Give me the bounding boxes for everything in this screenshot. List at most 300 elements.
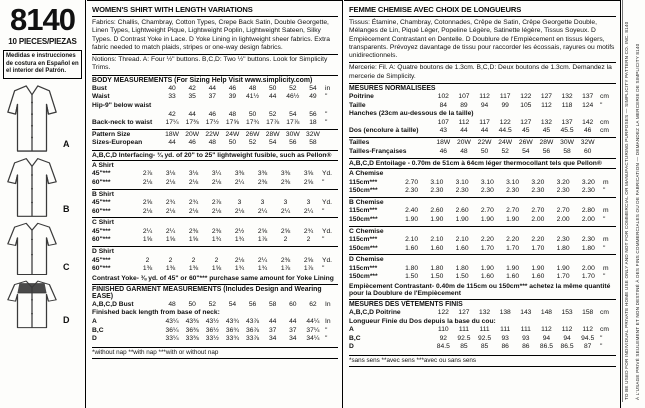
measure-value: 56 — [309, 110, 317, 118]
measure-value: 2.70 — [506, 207, 520, 215]
measure-value: 49 — [309, 93, 317, 101]
table-section-row — [92, 217, 338, 228]
measure-value: 1.90 — [480, 216, 494, 224]
measure-value: 1⅝ — [188, 236, 199, 244]
measure-value: 2⅛ — [234, 207, 245, 215]
measure-unit: " — [322, 207, 325, 215]
measure-row-label: Tailles-Françaises — [349, 147, 407, 155]
measure-value: 93 — [522, 334, 530, 342]
measure-unit: " — [603, 244, 606, 252]
measure-value: 132 — [540, 118, 553, 126]
measure-row-label: A,B,C,D Bust — [92, 300, 134, 308]
legal-text-english: TO BE USED FOR INDIVIDUAL PRIVATE HOME USE ONLY AND NOT FOR COMMERCIAL OR MANUFACTURING PURPOSES — SIMPLICITY PATTERN CO. INC. 8140 — [622, 0, 634, 402]
measure-value: 85 — [460, 343, 468, 351]
measure-unit: " — [600, 343, 603, 351]
fabrics-paragraph-french: Tissus: Étamine, Chambray, Cotonnades, Crêpe de Satin, Crêpe Georgette Double, Mélanges de Lin, Piqué Léger, Popeline Légère, Satinette légère, Tissus Soyeux. D Empiècement Contrastant en Dentelle. D Doublure de l'Empiècement en tissus légers, transparents. Prévoyez davantage de tissu pour raccorder les écossais, rayures ou motifs unidirectionnels. — [349, 19, 615, 60]
measure-value: 26W — [245, 130, 260, 138]
table-section-label: D Shirt — [92, 248, 114, 256]
measure-value: 56 — [248, 300, 257, 308]
measure-value: 2.00 — [556, 216, 570, 224]
measure-value: 18W — [436, 138, 451, 146]
measure-value: 102 — [437, 93, 449, 101]
interfacing-note-french: A,B,C,D Entoilage - 0.70m de 51cm à 64cm léger thermocollant tels que Pellon® — [349, 158, 616, 169]
measure-value: 50 — [248, 110, 257, 118]
measure-row — [92, 301, 338, 310]
measure-value: 30W — [560, 138, 574, 146]
measure-value: 111 — [479, 326, 490, 334]
table-sublabel-row — [92, 309, 338, 318]
measure-value: 2.10 — [405, 236, 419, 244]
view-label-b: B — [63, 203, 70, 214]
measure-row — [349, 207, 616, 216]
measure-value: 127 — [540, 93, 553, 101]
measure-unit: cm — [600, 309, 609, 317]
legal-text-french: À L'USAGE PRIVÉ SEULEMENT ET NON DESTINÉ À DES FINS COMMERCIALES OU DE FABRICATION — DEMANDEZ LA MERCERIE DE SIMPLICITY 8140 — [635, 43, 640, 400]
measure-value: 112 — [582, 326, 594, 334]
measure-value: 2⅛ — [211, 207, 222, 215]
measure-value: 99 — [501, 101, 509, 109]
measure-unit: m — [603, 178, 609, 186]
measure-value: 2.40 — [405, 207, 419, 215]
measure-value: 58 — [309, 139, 317, 147]
measure-value: 148 — [540, 309, 553, 317]
measure-value: 17⅝ — [225, 119, 239, 127]
measure-value: 1⅞ — [280, 265, 291, 273]
measure-value: 45 — [542, 127, 551, 135]
measure-value: 85 — [480, 343, 489, 351]
legal-strip — [622, 0, 645, 408]
measure-value: 1⅜ — [188, 265, 199, 273]
measure-value: 62 — [309, 300, 317, 308]
pieces-count-label: 10 PIECES/PIEZAS — [8, 37, 77, 46]
measure-unit: m — [603, 236, 609, 244]
measure-value: 2⅞ — [142, 170, 153, 178]
measure-value: 54 — [309, 84, 317, 92]
measure-value: 44 — [208, 84, 217, 92]
measure-row — [92, 327, 338, 336]
measure-row — [349, 335, 616, 344]
measure-value: 1.70 — [480, 244, 494, 252]
table-section-label: Hip-9" below waist — [92, 101, 152, 109]
measure-value: 2⅝ — [257, 227, 268, 235]
measure-row-label: Back-neck to waist — [92, 119, 153, 127]
table-section-label: Hanches (23cm au-dessous de la taille) — [349, 110, 474, 118]
measure-row-label: 115cm*** — [349, 178, 378, 186]
contrast-yoke-note-english: Contrast Yoke- ⅜ yd. of 45" or 60"*** purchase same amount for Yoke Lining — [92, 274, 334, 282]
measure-row-label: D — [92, 335, 97, 343]
measure-unit: m — [603, 207, 609, 215]
measure-row-label: Tailles — [349, 138, 370, 146]
measure-value: 36½ — [205, 326, 219, 334]
measure-value: 54 — [268, 139, 277, 147]
measure-value: 2.30 — [556, 236, 570, 244]
body-measurements-table-french — [349, 93, 616, 156]
measure-value: 1.90 — [405, 216, 419, 224]
measure-value: 1.90 — [430, 216, 444, 224]
measure-value: 1.60 — [455, 244, 469, 252]
measure-value: 111 — [520, 326, 531, 334]
measure-value: 2.30 — [556, 187, 570, 195]
measure-row-label: 60"*** — [92, 265, 111, 273]
measure-value: 2.60 — [455, 207, 469, 215]
measure-value: 94 — [542, 334, 551, 342]
measure-value: 2¾ — [165, 199, 176, 207]
measure-value: 3⅛ — [165, 170, 176, 178]
measure-value: 112 — [479, 93, 490, 101]
sketch-view-c — [3, 221, 82, 276]
measure-value: 1¾ — [234, 236, 245, 244]
measure-value: 92.5 — [457, 334, 471, 342]
measure-row — [92, 85, 338, 94]
measure-unit: " — [600, 334, 603, 342]
table-section-label: C Chemise — [349, 227, 384, 235]
measure-row — [349, 265, 616, 274]
measure-unit: Yd. — [322, 170, 333, 178]
measure-row-label: Pattern Size — [92, 130, 131, 138]
table-section-label: B Chemise — [349, 198, 384, 206]
finished-measurements-table-french — [349, 309, 616, 352]
measure-row — [92, 111, 338, 120]
measure-value: 44 — [289, 317, 297, 325]
measure-value: 112 — [458, 118, 470, 126]
measure-value: 2.20 — [480, 236, 494, 244]
measure-row — [92, 228, 338, 237]
measure-value: 26W — [518, 138, 533, 146]
measure-value: 50 — [480, 147, 489, 155]
nap-footnote-english: *without nap **with nap ***with or without nap — [92, 347, 338, 359]
measure-value: 1⅝ — [165, 236, 176, 244]
measure-value: 44 — [188, 110, 196, 118]
measure-value: 94 — [480, 101, 489, 109]
measure-unit: m — [603, 264, 609, 272]
measure-value: 1.90 — [556, 264, 570, 272]
measure-value: 2⅜ — [211, 227, 222, 235]
measure-value: 52 — [289, 84, 297, 92]
measure-value: 50 — [228, 139, 237, 147]
measure-value: 20W — [185, 130, 200, 138]
measure-unit: " — [325, 119, 328, 127]
measure-value: 94 — [563, 334, 571, 342]
measure-row-label: Taille — [349, 101, 366, 109]
sketch-view-b — [3, 156, 82, 218]
measure-value: 60 — [583, 147, 592, 155]
measure-value: 46 — [439, 147, 448, 155]
measure-value: 86.5 — [560, 343, 574, 351]
measure-row — [349, 245, 616, 254]
measure-value: 3.20 — [531, 178, 545, 186]
measure-value: 3.20 — [581, 178, 595, 186]
measure-value: 1.90 — [506, 216, 520, 224]
measure-row — [92, 208, 338, 217]
table-section-row — [92, 189, 338, 200]
measure-value: 1.90 — [506, 264, 520, 272]
measure-value: 86.5 — [539, 343, 553, 351]
measure-value: 1⅜ — [142, 265, 153, 273]
title-french: FEMME CHEMISE AVEC CHOIX DE LONGUEURS — [349, 4, 616, 17]
measure-value: 118 — [561, 101, 573, 109]
measure-value: 48 — [208, 139, 217, 147]
measure-value: 17¼ — [165, 119, 179, 127]
measure-row — [92, 335, 338, 344]
measure-row — [92, 93, 338, 102]
measure-value: 2⅛ — [165, 178, 176, 186]
measure-value: 3.20 — [556, 178, 570, 186]
measure-row-label: 115cm*** — [349, 207, 378, 215]
measure-value: 137 — [561, 118, 573, 126]
notions-paragraph-english: Notions: Thread. A: Four ½" buttons. B,C,D: Two ½" buttons. Look for Simplicity Trims. — [92, 54, 338, 73]
measure-row-label: 45"*** — [92, 256, 111, 264]
measure-value: 33¼ — [165, 335, 179, 343]
measure-value: 2¼ — [257, 256, 268, 264]
measure-row-label: 60"*** — [92, 178, 111, 186]
measure-value: 1.50 — [455, 273, 469, 281]
measure-value: 41½ — [246, 93, 260, 101]
measure-row-label: Waist — [92, 93, 110, 101]
table-section-row — [92, 246, 338, 257]
measure-value: 153 — [561, 309, 573, 317]
measure-value: 1.80 — [556, 244, 570, 252]
measure-unit: Yd. — [322, 227, 333, 235]
table-section-row — [349, 197, 616, 208]
measure-value: 17⅞ — [286, 119, 300, 127]
measure-value: 1¾ — [234, 265, 245, 273]
measure-value: 1¾ — [211, 236, 222, 244]
measure-row — [349, 119, 616, 128]
finished-measurements-table-english — [92, 301, 338, 344]
measure-value: 44 — [268, 93, 277, 101]
measure-value: 107 — [458, 93, 470, 101]
measure-value: 138 — [499, 309, 511, 317]
measure-value: 1⅞ — [257, 236, 268, 244]
measure-value: 2 — [306, 236, 311, 244]
measure-value: 3¼ — [211, 170, 222, 178]
measure-value: 33 — [168, 93, 176, 101]
measure-unit: " — [325, 326, 328, 334]
measure-row-label: 150cm*** — [349, 187, 378, 195]
finished-measurements-header-english: FINISHED GARMENT MEASUREMENTS (Includes Design and Wearing EASE) — [92, 284, 338, 300]
measure-value: 2.70 — [531, 207, 545, 215]
measure-row — [92, 318, 338, 327]
measure-value: 3 — [306, 199, 311, 207]
measure-value: 2¼ — [142, 227, 153, 235]
measure-value: 22W — [205, 130, 220, 138]
measure-value: 86 — [522, 343, 530, 351]
measure-value: 43¼ — [165, 317, 179, 325]
measure-row-label: 60"*** — [92, 236, 111, 244]
measure-value: 60 — [289, 300, 297, 308]
measure-value: 2¾ — [303, 227, 314, 235]
finished-measurements-header-french: MESURES DES VÊTEMENTS FINIS — [349, 299, 616, 308]
measure-value: 2.30 — [430, 187, 444, 195]
notions-paragraph-french: Mercerie: Fil. A: Quatre boutons de 1.3cm. B,C,D: Deux boutons de 1.3cm. Demandez la mercerie de Simplicity. — [349, 62, 616, 81]
measure-value: 36⅜ — [185, 326, 199, 334]
measure-value: 2.20 — [506, 236, 520, 244]
measure-value: 20W — [457, 138, 471, 146]
yardage-table-french — [349, 170, 616, 282]
measure-row — [92, 257, 338, 266]
measure-row — [92, 170, 338, 179]
measure-value: 50 — [188, 300, 196, 308]
measure-value: 48 — [460, 147, 468, 155]
measure-value: 92.5 — [478, 334, 492, 342]
table-section-row — [92, 162, 338, 171]
measure-value: 1⅜ — [165, 265, 176, 273]
measure-value: 2⅜ — [188, 227, 199, 235]
body-measurements-table-english — [92, 85, 338, 148]
measure-unit: " — [325, 335, 328, 343]
sketch-view-d — [3, 279, 82, 329]
measure-unit: " — [322, 236, 325, 244]
measure-value: 54 — [522, 147, 530, 155]
measure-value: 1.60 — [405, 244, 419, 252]
measure-value: 2¼ — [257, 207, 268, 215]
measure-value: 2.30 — [506, 187, 520, 195]
measure-value: 3⅝ — [303, 170, 314, 178]
measure-row-label: 150cm*** — [349, 244, 378, 252]
table-section-label: A Shirt — [92, 161, 114, 169]
table-section-row — [349, 226, 616, 237]
measure-row — [349, 309, 616, 318]
measure-value: 84.5 — [436, 343, 450, 351]
measure-unit: in — [325, 84, 331, 92]
measure-value: 2.10 — [455, 236, 469, 244]
table-section-label: D Chemise — [349, 256, 384, 264]
measure-row — [92, 199, 338, 208]
view-label-c: C — [63, 261, 70, 272]
measure-value: 122 — [437, 309, 449, 317]
table-section-label: Longueur Finie du Dos depuis la base du cou: — [349, 317, 496, 325]
measure-value: 1.80 — [430, 264, 444, 272]
measure-value: 1.70 — [506, 244, 520, 252]
measure-value: 18 — [309, 119, 317, 127]
measure-value: 2⅛ — [234, 256, 245, 264]
shirt-sketch-a-icon — [3, 83, 61, 153]
measure-value: 87 — [583, 343, 592, 351]
measure-value: 2.80 — [581, 207, 595, 215]
measure-value: 2⅞ — [211, 199, 222, 207]
measure-value: 127 — [520, 118, 532, 126]
measure-value: 48 — [168, 300, 176, 308]
shirt-sketch-b-icon — [3, 156, 61, 218]
measure-value: 48 — [228, 110, 237, 118]
measure-value: 2.00 — [531, 216, 545, 224]
measure-row-label: 45"*** — [92, 199, 111, 207]
measure-value: 2⅜ — [257, 178, 268, 186]
measure-value: 2.30 — [480, 187, 494, 195]
measure-value: 58 — [563, 147, 571, 155]
measure-value: 3.10 — [480, 178, 494, 186]
measure-value: 1.80 — [581, 244, 595, 252]
measure-value: 44.5 — [498, 127, 512, 135]
measure-value: 3 — [237, 199, 242, 207]
measure-unit: " — [603, 187, 606, 195]
measure-value: 92 — [439, 334, 448, 342]
measure-value: 124 — [582, 101, 594, 109]
measure-value: 1.60 — [506, 273, 520, 281]
measure-value: 44 — [480, 127, 489, 135]
measure-value: 2 — [214, 256, 219, 264]
interfacing-note-english: A,B,C,D Interfacing- ¾ yd. of 20" to 25" lightweight fusible, such as Pellon® — [92, 150, 338, 161]
measure-value: 54 — [228, 300, 237, 308]
measure-row-label: B,C — [92, 326, 104, 334]
measure-value: 46 — [188, 139, 196, 147]
pattern-number: 8140 — [10, 2, 75, 37]
measure-value: 2⅜ — [280, 256, 291, 264]
measure-value: 3⅜ — [280, 170, 291, 178]
measure-value: 2.30 — [531, 187, 545, 195]
measure-value: 52 — [248, 139, 257, 147]
table-sublabel-row — [349, 110, 616, 119]
measure-value: 93 — [501, 334, 509, 342]
measure-row — [92, 265, 338, 274]
table-section-label: B Shirt — [92, 190, 114, 198]
table-sublabel-row — [92, 102, 338, 111]
measure-row — [349, 326, 616, 335]
measure-value: 122 — [520, 93, 532, 101]
measure-value: 1.80 — [455, 264, 469, 272]
nap-footnote-french: *sans sens **avec sens ***avec ou sans sens — [349, 355, 616, 367]
measure-unit: cm — [600, 118, 609, 126]
measure-row — [349, 273, 616, 282]
measure-row-label: 45"*** — [92, 170, 111, 178]
measure-unit: cm — [600, 326, 609, 334]
measure-value: 32W — [306, 130, 320, 138]
measure-value: 2¼ — [280, 207, 291, 215]
measure-value: 42 — [188, 84, 196, 92]
measure-value: 3⅜ — [234, 170, 245, 178]
measure-value: 34¼ — [306, 335, 320, 343]
measure-row-label: A — [349, 326, 354, 334]
measure-unit: " — [325, 110, 328, 118]
measure-value: 3.10 — [430, 178, 444, 186]
measure-value: 44 — [168, 139, 176, 147]
measure-value: 107 — [437, 118, 449, 126]
measure-value: 46 — [583, 127, 592, 135]
measure-value: 2⅛ — [165, 207, 176, 215]
spanish-note-box: Medidas e instrucciones de costura en Español en el interior del Patrón. — [3, 50, 82, 79]
measure-unit: In — [325, 317, 331, 325]
measure-value: 33¾ — [225, 335, 239, 343]
measure-value: 3.10 — [455, 178, 469, 186]
measure-value: 2.70 — [556, 207, 570, 215]
measure-value: 32W — [580, 138, 595, 146]
table-section-row — [349, 254, 616, 265]
measure-row — [349, 343, 616, 352]
measure-value: 17½ — [205, 119, 219, 127]
measure-value: 17⅜ — [185, 119, 199, 127]
measure-value: 36¼ — [165, 326, 179, 334]
measure-value: 58 — [268, 300, 277, 308]
measure-value: 33⅞ — [246, 335, 260, 343]
measure-value: 94.5 — [581, 334, 595, 342]
measure-value: 2¼ — [165, 227, 176, 235]
sketch-view-a — [3, 83, 82, 153]
measure-value: 2⅝ — [303, 256, 314, 264]
measure-unit: " — [322, 265, 325, 273]
measure-row — [349, 127, 616, 136]
table-sublabel-row — [349, 318, 616, 327]
measure-value: 2¼ — [234, 178, 245, 186]
measure-value: 2.20 — [531, 236, 545, 244]
measure-value: 1.70 — [531, 244, 545, 252]
measure-value: 1.50 — [430, 273, 444, 281]
measure-value: 22W — [477, 138, 492, 146]
measure-row — [349, 216, 616, 225]
measure-row-label: A — [92, 317, 97, 325]
garment-sketches — [3, 83, 82, 329]
measure-value: 122 — [499, 118, 511, 126]
measure-value: 2.70 — [480, 207, 494, 215]
